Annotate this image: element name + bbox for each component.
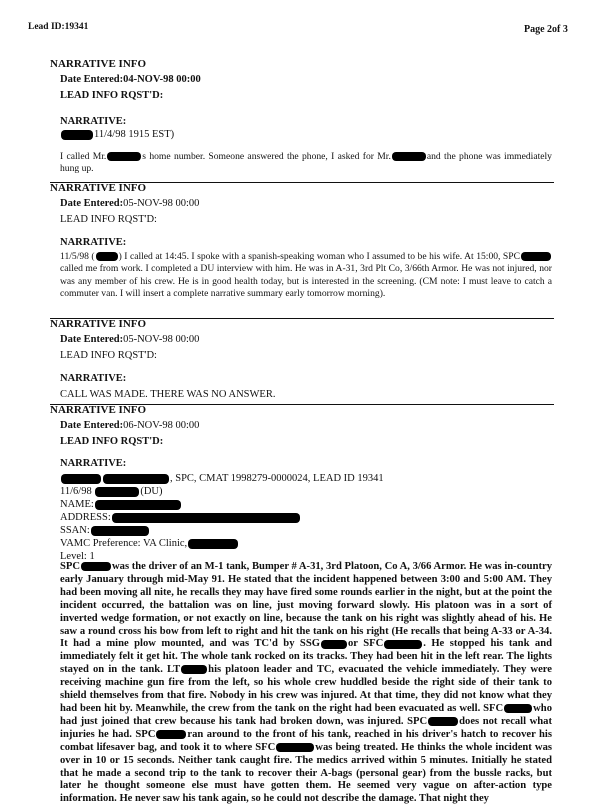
rqst-label: LEAD INFO RQST'D: <box>60 90 164 101</box>
redaction <box>521 252 551 261</box>
date-label: Date Entered: <box>60 74 124 85</box>
redaction <box>103 474 169 484</box>
redaction <box>96 252 118 261</box>
date-value: 05-NOV-98 00:00 <box>123 334 200 345</box>
date-label: Date Entered: <box>60 198 124 209</box>
incident-narrative: SPC was the driver of an M-1 tank, Bumper # A-31, 3rd Platoon, Co A, 3/66 Armor. He was in-country early January through mid-May 91. He stated that the incident happened between 3:00 and 5:00 AM. They had been moving all nite, he recalls they may have fired some rounds earlier in the night, but at the point the incident occurred, the battalion was on line, just moving forward slowly. His platoon was in a sort of inverted wedge formation, or not exactly on line, because the tank on his right was slightly ahead of his. He saw a round cross his bow from left to right and hit the tank on his right (He recalls that being A-33 or A-34. It had a mine plow mounted, and was TC'd by SSG or SFC . He stopped his tank and immediately felt it get hit. The whole tank rocked on its tracks. They had been hit in the left rear. The lights stayed on in the tank. LT his platoon leader and TC, evacuated the vehicle immediately. They were receiving machine gun fire from the left, so his whole crew huddled beside the right side of their tank to shield themselves from that fire. Nobody in his crew was injured. At that time, they did not know what they had been hit by. Meanwhile, the crew from the tank on the right had been evacuated as well. SFC who had just joined that crew because his tank had broken down, was injured. SPC does not recall what injuries he had. SPC ran around to the front of his tank, reached in his driver's hatch to recover his combat lifesaver bag, and took it to where SFC was being treated. He thinks the whole incident was over in 10 or 15 seconds. Neither tank caught fire. The medics arrived within 5 minutes. Initially he stated that he made a second trip to the tank to recover their A-bags (personal gear) from the bussle racks, but later he thought someone else must have gotten them. He seemed very vague on after-action type information. He never saw his tank again, so he could not describe the damage. That night they <box>60 561 553 805</box>
date-value: 06-NOV-98 00:00 <box>123 420 200 431</box>
name-line: NAME: <box>60 498 182 511</box>
section-title: NARRATIVE INFO <box>50 58 147 70</box>
redaction <box>276 743 314 752</box>
rqst-label: LEAD INFO RQST'D: <box>60 350 157 361</box>
redaction <box>188 539 238 549</box>
narrative-label: NARRATIVE: <box>60 116 127 127</box>
redaction <box>392 152 426 161</box>
date-value: 04-NOV-98 00:00 <box>123 74 201 85</box>
entry-meta <box>60 196 199 228</box>
narrative-text: 11/5/98 ( ) I called at 14:45. I spoke with a spanish-speaking woman who I assumed to be his wife. At 15:00, SPCcalled me from work. I completed a DU interview with him. He was in A-31, 3rd Plt Co, 3/66th Armor. He was not injured, nor was any member of his crew. He is in good health today, but is interested in the screening. (CM note: I must leave to catch a commuter van. I will insert a complete narrative summary early tomorrow morning). <box>60 251 552 300</box>
page-number: Page 2of 3 <box>524 24 568 35</box>
date-label: Date Entered: <box>60 420 124 431</box>
narrative-label: NARRATIVE: <box>60 373 127 384</box>
redaction <box>61 130 93 140</box>
section-title: NARRATIVE INFO <box>50 318 147 330</box>
date-label: Date Entered: <box>60 334 124 345</box>
narrative-text: I called Mr. s home number. Someone answered the phone, I asked for Mr. and the phone was immediately hung up. <box>60 151 552 175</box>
redaction <box>181 665 207 674</box>
narrative-label: NARRATIVE: <box>60 458 127 469</box>
redaction <box>112 513 300 523</box>
rqst-label: LEAD INFO RQST'D: <box>60 436 164 447</box>
redaction <box>156 730 186 739</box>
entry-meta <box>60 332 199 364</box>
date-line: 11/6/98 (DU) <box>60 486 163 497</box>
section-title: NARRATIVE INFO <box>50 404 147 416</box>
redaction <box>91 526 149 536</box>
lead-id: Lead ID:19341 <box>28 22 89 32</box>
redaction <box>95 500 181 510</box>
narrative-text: CALL WAS MADE. THERE WAS NO ANSWER. <box>60 389 276 400</box>
vamc-line: VAMC Preference: VA Clinic, <box>60 537 239 550</box>
redaction <box>61 474 101 484</box>
redaction <box>504 704 532 713</box>
level-line: Level: 1 <box>60 551 95 562</box>
redaction <box>107 152 141 161</box>
entry-meta <box>60 72 201 104</box>
address-line: ADDRESS: <box>60 511 301 524</box>
narrative-stamp: 11/4/98 1915 EST) <box>60 128 174 141</box>
section-title: NARRATIVE INFO <box>50 182 147 194</box>
rqst-label: LEAD INFO RQST'D: <box>60 214 157 225</box>
redaction <box>428 717 458 726</box>
redaction <box>384 640 422 649</box>
redaction <box>81 562 111 571</box>
redaction <box>321 640 347 649</box>
redaction <box>95 487 139 497</box>
subject-line: , SPC, CMAT 1998279-0000024, LEAD ID 19341 <box>60 472 384 485</box>
narrative-label: NARRATIVE: <box>60 237 127 248</box>
ssan-line: SSAN: <box>60 524 150 537</box>
date-value: 05-NOV-98 00:00 <box>123 198 200 209</box>
entry-meta <box>60 418 199 450</box>
